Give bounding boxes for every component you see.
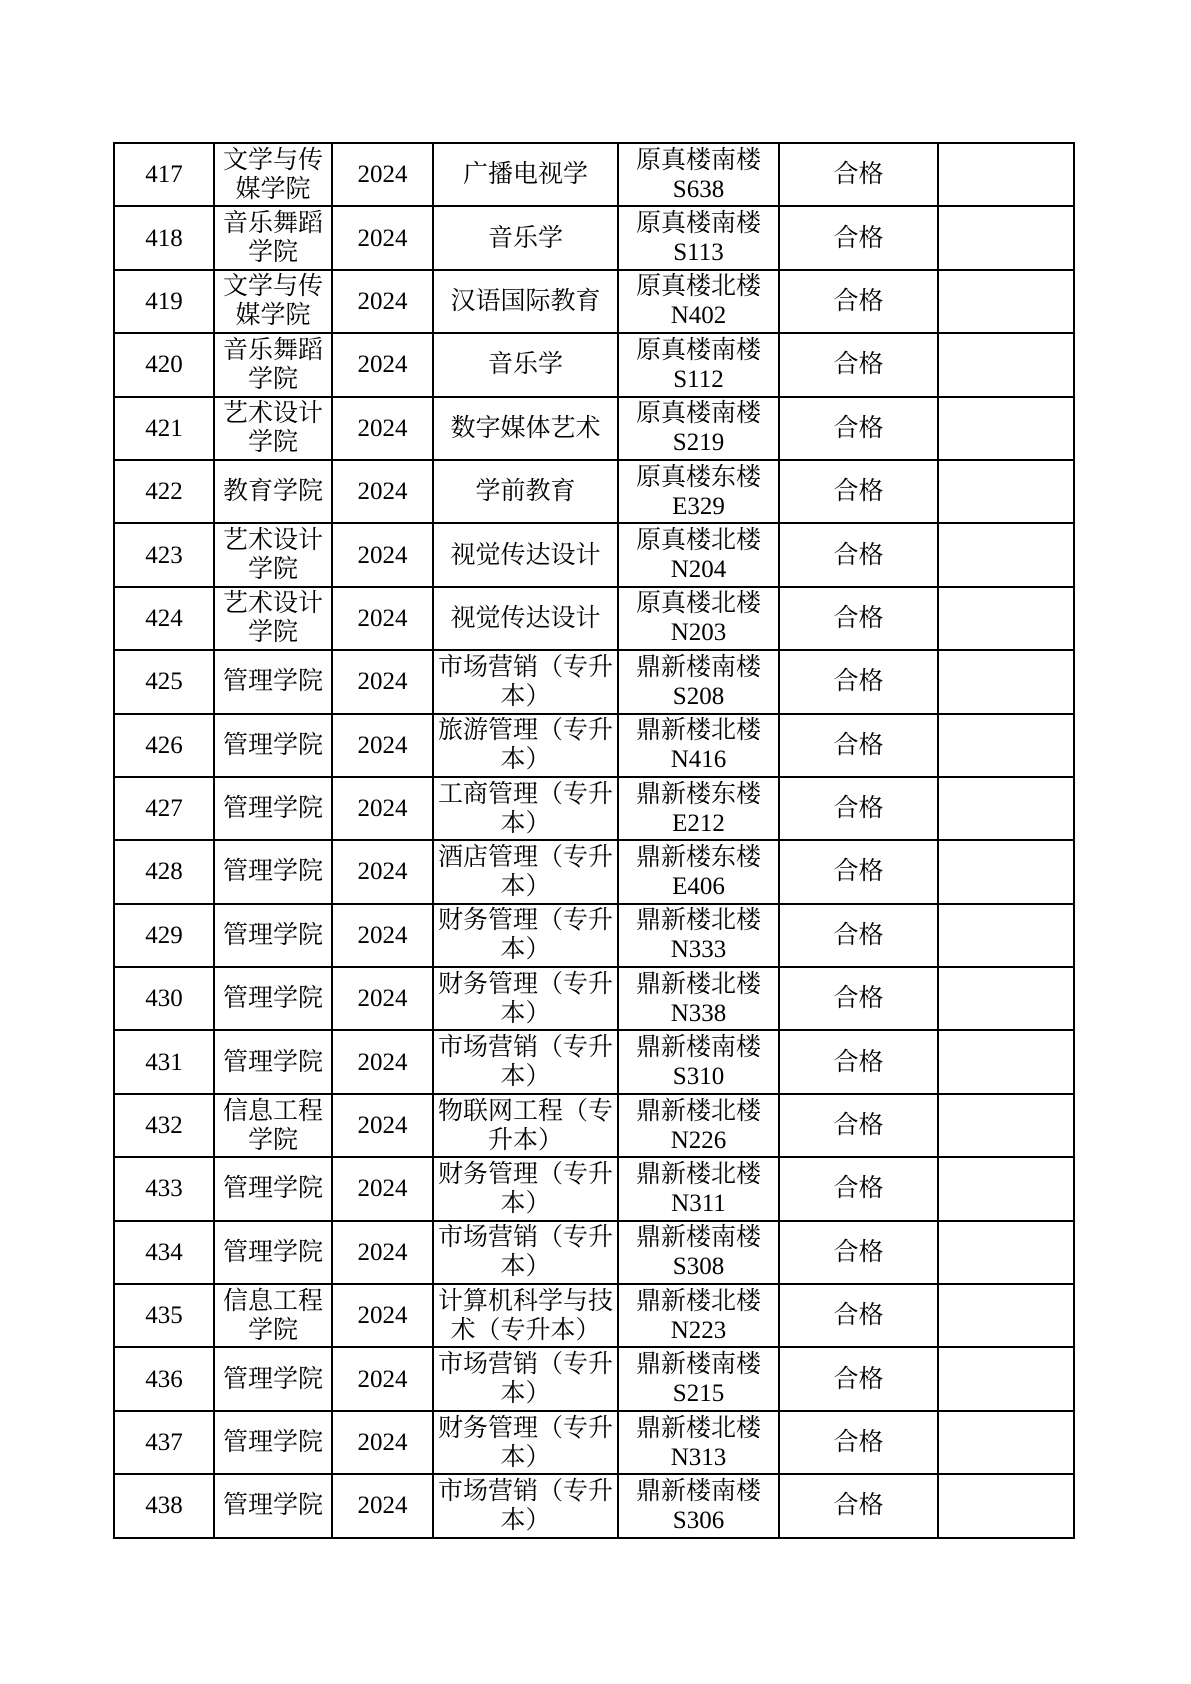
cell-major-name: 广播电视学: [433, 143, 618, 206]
cell-serial-number: 427: [114, 777, 214, 840]
table-row: [114, 1474, 1074, 1537]
cell-exam-room: [618, 333, 779, 396]
cell-major-name: 音乐学: [433, 333, 618, 396]
cell-note-empty: [938, 650, 1074, 713]
cell-college-name: 信息工程学院: [214, 1284, 332, 1347]
cell-college-name: 管理学院: [214, 1411, 332, 1474]
building-name: 原真楼南楼: [635, 146, 761, 174]
building-name: 鼎新楼北楼: [635, 1097, 761, 1125]
cell-college-name: 艺术设计学院: [214, 523, 332, 586]
cell-year: 2024: [332, 714, 433, 777]
building-name: 原真楼南楼: [635, 210, 761, 238]
cell-college-name: 管理学院: [214, 1030, 332, 1093]
cell-major-name: 市场营销（专升本）: [433, 1221, 618, 1284]
cell-college-name: 管理学院: [214, 1474, 332, 1537]
building-name: 鼎新楼北楼: [635, 1287, 761, 1315]
room-code: S219: [672, 429, 725, 457]
room-code: N203: [670, 619, 727, 647]
cell-note-empty: [938, 143, 1074, 206]
cell-major-name: 酒店管理（专升本）: [433, 840, 618, 903]
cell-major-name: 市场营销（专升本）: [433, 650, 618, 713]
building-name: 鼎新楼北楼: [635, 970, 761, 998]
cell-year: 2024: [332, 143, 433, 206]
cell-serial-number: 425: [114, 650, 214, 713]
table-row: [114, 1030, 1074, 1093]
cell-major-name: 财务管理（专升本）: [433, 1157, 618, 1220]
cell-exam-room: [618, 1030, 779, 1093]
cell-exam-room: [618, 840, 779, 903]
room-code: N226: [670, 1126, 727, 1154]
table-row: [114, 714, 1074, 777]
cell-major-name: 市场营销（专升本）: [433, 1347, 618, 1410]
cell-major-name: 学前教育: [433, 460, 618, 523]
cell-exam-room: [618, 523, 779, 586]
cell-note-empty: [938, 206, 1074, 269]
cell-note-empty: [938, 1221, 1074, 1284]
building-name: 原真楼北楼: [635, 527, 761, 555]
cell-college-name: 艺术设计学院: [214, 397, 332, 460]
room-code: S306: [672, 1506, 725, 1534]
cell-note-empty: [938, 397, 1074, 460]
cell-year: 2024: [332, 840, 433, 903]
table-row: [114, 840, 1074, 903]
cell-year: 2024: [332, 650, 433, 713]
cell-serial-number: 433: [114, 1157, 214, 1220]
cell-exam-room: [618, 270, 779, 333]
exam-room-qualification-table: [113, 142, 1075, 1539]
cell-result-status: 合格: [779, 1347, 938, 1410]
table-row: [114, 143, 1074, 206]
room-code: N338: [670, 999, 727, 1027]
building-name: 鼎新楼北楼: [635, 717, 761, 745]
cell-exam-room: [618, 460, 779, 523]
building-name: 鼎新楼南楼: [635, 1034, 761, 1062]
table-row: [114, 1347, 1074, 1410]
room-code: N204: [670, 556, 727, 584]
building-name: 鼎新楼北楼: [635, 1414, 761, 1442]
cell-note-empty: [938, 1474, 1074, 1537]
cell-serial-number: 429: [114, 904, 214, 967]
cell-year: 2024: [332, 270, 433, 333]
cell-exam-room: [618, 143, 779, 206]
table-row: [114, 206, 1074, 269]
cell-note-empty: [938, 270, 1074, 333]
room-code: S310: [672, 1063, 725, 1091]
table-row: [114, 1094, 1074, 1157]
cell-college-name: 管理学院: [214, 714, 332, 777]
cell-result-status: 合格: [779, 1030, 938, 1093]
cell-serial-number: 421: [114, 397, 214, 460]
cell-exam-room: [618, 397, 779, 460]
table-body: [114, 143, 1074, 1538]
cell-note-empty: [938, 587, 1074, 650]
building-name: 鼎新楼南楼: [635, 653, 761, 681]
cell-college-name: 管理学院: [214, 904, 332, 967]
cell-note-empty: [938, 1411, 1074, 1474]
cell-exam-room: [618, 777, 779, 840]
cell-result-status: 合格: [779, 714, 938, 777]
room-code: S215: [672, 1380, 725, 1408]
cell-result-status: 合格: [779, 333, 938, 396]
cell-college-name: 管理学院: [214, 1221, 332, 1284]
cell-serial-number: 438: [114, 1474, 214, 1537]
cell-exam-room: [618, 1284, 779, 1347]
table-row: [114, 1411, 1074, 1474]
building-name: 原真楼南楼: [635, 336, 761, 364]
cell-note-empty: [938, 714, 1074, 777]
cell-college-name: 文学与传媒学院: [214, 270, 332, 333]
cell-serial-number: 420: [114, 333, 214, 396]
room-code: N223: [670, 1316, 727, 1344]
cell-exam-room: [618, 587, 779, 650]
cell-result-status: 合格: [779, 1284, 938, 1347]
cell-major-name: 视觉传达设计: [433, 523, 618, 586]
room-code: N402: [670, 302, 727, 330]
cell-year: 2024: [332, 1474, 433, 1537]
room-code: S113: [673, 239, 724, 267]
cell-college-name: 管理学院: [214, 650, 332, 713]
cell-year: 2024: [332, 1221, 433, 1284]
cell-year: 2024: [332, 777, 433, 840]
cell-college-name: 音乐舞蹈学院: [214, 206, 332, 269]
room-code: E329: [672, 492, 725, 520]
room-code: N313: [670, 1443, 727, 1471]
cell-serial-number: 419: [114, 270, 214, 333]
cell-note-empty: [938, 1347, 1074, 1410]
cell-year: 2024: [332, 1157, 433, 1220]
cell-result-status: 合格: [779, 967, 938, 1030]
building-name: 鼎新楼东楼: [635, 780, 761, 808]
table-row: [114, 270, 1074, 333]
cell-major-name: 旅游管理（专升本）: [433, 714, 618, 777]
table-row: [114, 587, 1074, 650]
cell-note-empty: [938, 1094, 1074, 1157]
cell-major-name: 财务管理（专升本）: [433, 1411, 618, 1474]
building-name: 鼎新楼南楼: [635, 1477, 761, 1505]
building-name: 鼎新楼东楼: [635, 843, 761, 871]
cell-note-empty: [938, 904, 1074, 967]
cell-note-empty: [938, 777, 1074, 840]
cell-serial-number: 430: [114, 967, 214, 1030]
building-name: 鼎新楼北楼: [635, 907, 761, 935]
cell-note-empty: [938, 1030, 1074, 1093]
cell-result-status: 合格: [779, 206, 938, 269]
building-name: 鼎新楼北楼: [635, 1160, 761, 1188]
cell-college-name: 管理学院: [214, 840, 332, 903]
cell-result-status: 合格: [779, 777, 938, 840]
cell-exam-room: [618, 206, 779, 269]
cell-note-empty: [938, 523, 1074, 586]
cell-major-name: 计算机科学与技术（专升本）: [433, 1284, 618, 1347]
cell-result-status: 合格: [779, 1411, 938, 1474]
cell-result-status: 合格: [779, 460, 938, 523]
room-code: S308: [672, 1253, 725, 1281]
cell-major-name: 物联网工程（专升本）: [433, 1094, 618, 1157]
cell-college-name: 文学与传媒学院: [214, 143, 332, 206]
cell-college-name: 教育学院: [214, 460, 332, 523]
cell-serial-number: 424: [114, 587, 214, 650]
cell-note-empty: [938, 1157, 1074, 1220]
cell-college-name: 艺术设计学院: [214, 587, 332, 650]
cell-exam-room: [618, 1347, 779, 1410]
cell-result-status: 合格: [779, 587, 938, 650]
cell-college-name: 管理学院: [214, 1347, 332, 1410]
cell-result-status: 合格: [779, 1221, 938, 1284]
cell-note-empty: [938, 840, 1074, 903]
cell-college-name: 音乐舞蹈学院: [214, 333, 332, 396]
room-code: N416: [670, 746, 727, 774]
table-row: [114, 460, 1074, 523]
cell-note-empty: [938, 1284, 1074, 1347]
cell-serial-number: 431: [114, 1030, 214, 1093]
room-code: E212: [672, 809, 725, 837]
cell-college-name: 管理学院: [214, 967, 332, 1030]
cell-year: 2024: [332, 460, 433, 523]
table-row: [114, 333, 1074, 396]
cell-major-name: 音乐学: [433, 206, 618, 269]
cell-serial-number: 418: [114, 206, 214, 269]
cell-exam-room: [618, 1411, 779, 1474]
cell-major-name: 数字媒体艺术: [433, 397, 618, 460]
table-row: [114, 1157, 1074, 1220]
cell-major-name: 视觉传达设计: [433, 587, 618, 650]
cell-serial-number: 422: [114, 460, 214, 523]
building-name: 原真楼南楼: [635, 400, 761, 428]
cell-serial-number: 432: [114, 1094, 214, 1157]
cell-year: 2024: [332, 904, 433, 967]
cell-result-status: 合格: [779, 650, 938, 713]
cell-result-status: 合格: [779, 270, 938, 333]
cell-year: 2024: [332, 523, 433, 586]
cell-result-status: 合格: [779, 143, 938, 206]
cell-year: 2024: [332, 206, 433, 269]
table-row: [114, 1284, 1074, 1347]
cell-year: 2024: [332, 587, 433, 650]
room-code: S638: [672, 175, 725, 203]
cell-serial-number: 423: [114, 523, 214, 586]
cell-major-name: 财务管理（专升本）: [433, 967, 618, 1030]
cell-exam-room: [618, 650, 779, 713]
room-code: S208: [672, 682, 725, 710]
cell-result-status: 合格: [779, 397, 938, 460]
cell-serial-number: 436: [114, 1347, 214, 1410]
cell-exam-room: [618, 1474, 779, 1537]
cell-result-status: 合格: [779, 1474, 938, 1537]
cell-exam-room: [618, 967, 779, 1030]
cell-result-status: 合格: [779, 1094, 938, 1157]
cell-year: 2024: [332, 1347, 433, 1410]
cell-major-name: 市场营销（专升本）: [433, 1030, 618, 1093]
cell-serial-number: 434: [114, 1221, 214, 1284]
building-name: 原真楼北楼: [635, 590, 761, 618]
cell-year: 2024: [332, 1094, 433, 1157]
cell-year: 2024: [332, 397, 433, 460]
cell-note-empty: [938, 333, 1074, 396]
room-code: N311: [671, 1189, 726, 1217]
table-row: [114, 397, 1074, 460]
cell-result-status: 合格: [779, 840, 938, 903]
table-row: [114, 777, 1074, 840]
table-row: [114, 523, 1074, 586]
cell-note-empty: [938, 967, 1074, 1030]
table-row: [114, 1221, 1074, 1284]
table-row: [114, 650, 1074, 713]
cell-year: 2024: [332, 1030, 433, 1093]
cell-serial-number: 428: [114, 840, 214, 903]
cell-serial-number: 435: [114, 1284, 214, 1347]
building-name: 鼎新楼南楼: [635, 1224, 761, 1252]
cell-exam-room: [618, 1094, 779, 1157]
building-name: 原真楼东楼: [635, 463, 761, 491]
cell-year: 2024: [332, 1411, 433, 1474]
cell-college-name: 管理学院: [214, 777, 332, 840]
room-code: N333: [670, 936, 727, 964]
table-row: [114, 967, 1074, 1030]
cell-note-empty: [938, 460, 1074, 523]
room-code: E406: [672, 872, 725, 900]
building-name: 鼎新楼南楼: [635, 1351, 761, 1379]
cell-serial-number: 417: [114, 143, 214, 206]
cell-exam-room: [618, 1221, 779, 1284]
cell-year: 2024: [332, 1284, 433, 1347]
cell-exam-room: [618, 1157, 779, 1220]
cell-major-name: 市场营销（专升本）: [433, 1474, 618, 1537]
cell-result-status: 合格: [779, 1157, 938, 1220]
cell-year: 2024: [332, 967, 433, 1030]
cell-result-status: 合格: [779, 523, 938, 586]
cell-major-name: 财务管理（专升本）: [433, 904, 618, 967]
cell-major-name: 工商管理（专升本）: [433, 777, 618, 840]
cell-college-name: 管理学院: [214, 1157, 332, 1220]
cell-exam-room: [618, 904, 779, 967]
cell-serial-number: 437: [114, 1411, 214, 1474]
cell-serial-number: 426: [114, 714, 214, 777]
cell-exam-room: [618, 714, 779, 777]
room-code: S112: [673, 365, 724, 393]
cell-result-status: 合格: [779, 904, 938, 967]
cell-year: 2024: [332, 333, 433, 396]
cell-college-name: 信息工程学院: [214, 1094, 332, 1157]
building-name: 原真楼北楼: [635, 273, 761, 301]
cell-major-name: 汉语国际教育: [433, 270, 618, 333]
table-row: [114, 904, 1074, 967]
